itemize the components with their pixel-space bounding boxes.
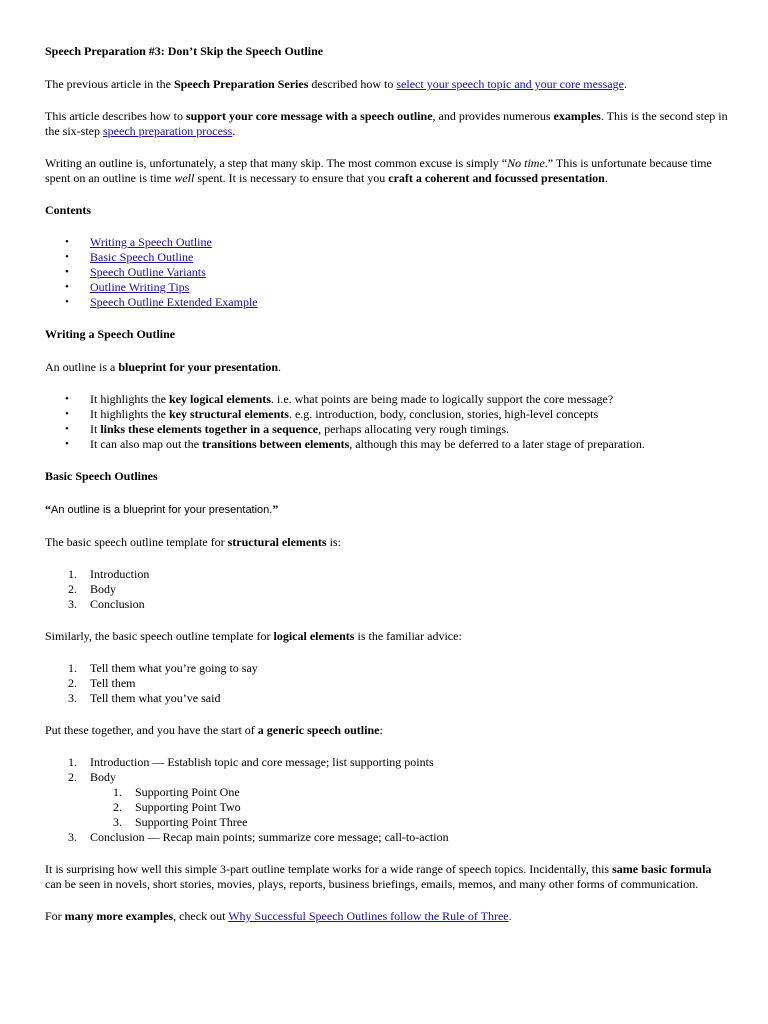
list-item: 2. Body [68, 582, 117, 596]
basic-paragraph-3: Put these together, and you have the start of a generic speech outline: [45, 723, 383, 737]
list-item: • It highlights the key structural elements. e.g. introduction, body, conclusion, stories, high-level concepts [45, 407, 728, 422]
structural-list [45, 567, 728, 612]
contents-link-variants[interactable]: Speech Outline Variants [90, 265, 206, 279]
writing-bullets [45, 392, 728, 452]
supporting-points-list [90, 785, 728, 830]
intro-paragraph-3: Writing an outline is, unfortunately, a step that many skip. The most common excuse is simply “No time.” This is unfortunate because time spent on an outline is time well spent. It is necessary to ensure that you craft a coherent and focussed presentation. [45, 156, 712, 185]
list-item: 2. Body 1. Supporting Point One 2. Supporting Point Two 3. Supporting Point Three [45, 770, 728, 830]
list-item: 3. Tell them what you’ve said [68, 691, 221, 705]
list-item: 2. Supporting Point Two [113, 800, 241, 814]
list-item [45, 265, 728, 280]
list-item: 2. Tell them [68, 676, 136, 690]
list-item: • It highlights the key logical elements. i.e. what points are being made to logically support the core message? [45, 392, 728, 407]
list-item [45, 235, 728, 250]
intro-paragraph-2: This article describes how to support your core message with a speech outline, and provides numerous examples. This is the second step in the six-step speech preparation process. [45, 109, 728, 138]
basic-paragraph-2: Similarly, the basic speech outline template for logical elements is the familiar advice: [45, 629, 462, 643]
generic-outline-list [45, 755, 728, 845]
basic-paragraph-1: The basic speech outline template for structural elements is: [45, 535, 341, 549]
contents-link-writing[interactable]: Writing a Speech Outline [90, 235, 212, 249]
list-item: 3. Supporting Point Three [113, 815, 248, 829]
writing-paragraph: An outline is a blueprint for your presentation. [45, 360, 282, 374]
list-item: 3. Conclusion — Recap main points; summarize core message; call-to-action [68, 830, 449, 844]
basic-heading: Basic Speech Outlines [45, 469, 158, 483]
writing-heading: Writing a Speech Outline [45, 327, 176, 341]
contents-link-extended[interactable]: Speech Outline Extended Example [90, 295, 258, 309]
list-item [45, 295, 728, 310]
list-item: 1. Introduction — Establish topic and core message; list supporting points [68, 755, 434, 769]
basic-paragraph-5: For many more examples, check out Why Successful Speech Outlines follow the Rule of Three. [45, 909, 512, 923]
contents-heading: Contents [45, 203, 92, 217]
contents-list [45, 235, 728, 310]
list-item: 1. Tell them what you’re going to say [68, 661, 258, 675]
page-title: Speech Preparation #3: Don’t Skip the Speech Outline [45, 44, 324, 58]
contents-link-tips[interactable]: Outline Writing Tips [90, 280, 190, 294]
select-topic-link[interactable]: select your speech topic and your core message [396, 77, 624, 91]
list-item: 3. Conclusion [68, 597, 145, 611]
rule-of-three-link[interactable]: Why Successful Speech Outlines follow the Rule of Three [228, 909, 509, 923]
logical-list [45, 661, 728, 706]
basic-paragraph-4: It is surprising how well this simple 3-part outline template works for a wide range of speech topics. Incidentally, this same basic formula can be seen in novels, short stories, movies, plays, reports, business briefings, emails, memos, and many other forms of communication. [45, 862, 712, 891]
contents-link-basic[interactable]: Basic Speech Outline [90, 250, 194, 264]
list-item [45, 250, 728, 265]
speech-preparation-process-link[interactable]: speech preparation process [103, 124, 233, 138]
list-item: 1. Supporting Point One [113, 785, 240, 799]
list-item [45, 280, 728, 295]
list-item: • It can also map out the transitions between elements, although this may be deferred to a later stage of preparation. [45, 437, 728, 452]
list-item: 1. Introduction [68, 567, 150, 581]
list-item: • It links these elements together in a sequence, perhaps allocating very rough timings. [45, 422, 728, 437]
intro-paragraph-1: The previous article in the Speech Preparation Series described how to select your speech topic and your core message. [45, 77, 627, 91]
pull-quote: “An outline is a blueprint for your presentation.” [45, 502, 279, 516]
